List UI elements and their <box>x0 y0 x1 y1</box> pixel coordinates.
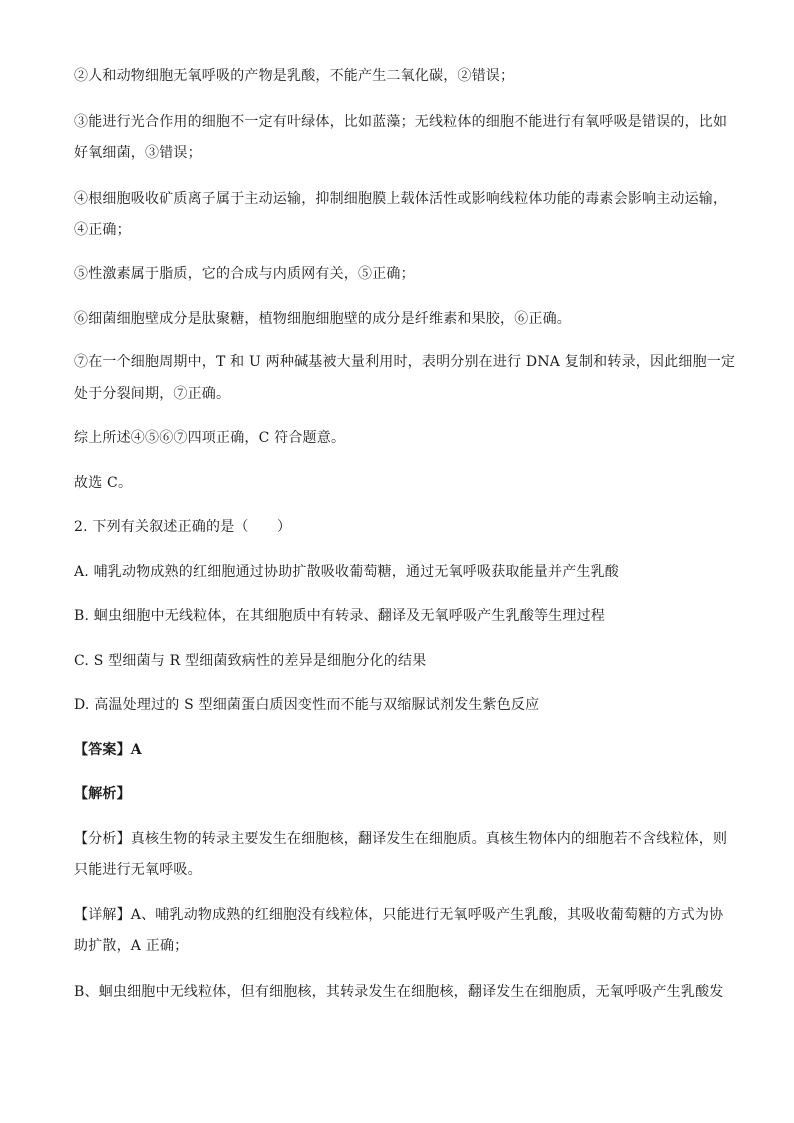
text-line: ④根细胞吸收矿质离子属于主动运输，抑制细胞膜上载体活性或影响线粒体功能的毒素会影响主动运输， <box>74 191 728 207</box>
text-line: 处于分裂间期，⑦正确。 <box>74 386 231 402</box>
text-line: 好氧细菌，③错误； <box>74 145 202 161</box>
text-line: ③能进行光合作用的细胞不一定有叶绿体，比如蓝藻；无线粒体的细胞不能进行有氧呼吸是错误的，比如 <box>74 114 728 130</box>
text-line: ②人和动物细胞无氧呼吸的产物是乳酸，不能产生二氧化碳，②错误； <box>74 68 515 84</box>
option-a: A. 哺乳动物成熟的红细胞通过协助扩散吸收葡萄糖，通过无氧呼吸获取能量并产生乳酸 <box>74 564 620 580</box>
option-c: C. S 型细菌与 R 型细菌致病性的差异是细胞分化的结果 <box>74 653 427 669</box>
text-line: 助扩散，A 正确； <box>74 938 189 954</box>
text-line: ⑥细菌细胞壁成分是肽聚糖，植物细胞细胞壁的成分是纤维素和果胶，⑥正确。 <box>74 311 571 327</box>
option-b: B. 蛔虫细胞中无线粒体，在其细胞质中有转录、翻译及无氧呼吸产生乳酸等生理过程 <box>74 608 605 624</box>
question-stem: 2. 下列有关叙述正确的是（ ） <box>74 519 292 535</box>
text-line: ⑦在一个细胞周期中，T 和 U 两种碱基被大量利用时，表明分别在进行 DNA 复制和转录，因此细胞一定 <box>74 354 736 370</box>
text-line: 【详解】A、哺乳动物成熟的红细胞没有线粒体，只能进行无氧呼吸产生乳酸，其吸收葡萄糖的方式为协 <box>74 907 724 923</box>
text-line: ④正确； <box>74 222 131 238</box>
text-line: 只能进行无氧呼吸。 <box>74 862 202 878</box>
text-line: 【分析】真核生物的转录主要发生在细胞核，翻译发生在细胞质。真核生物体内的细胞若不含线粒体，则 <box>74 831 728 847</box>
text-line: ⑤性激素属于脂质，它的合成与内质网有关，⑤正确； <box>74 266 415 282</box>
option-d: D. 高温处理过的 S 型细菌蛋白质因变性而不能与双缩脲试剂发生紫色反应 <box>74 697 540 713</box>
answer-label: 【答案】A <box>74 742 142 758</box>
text-line: 故选 C。 <box>74 475 133 491</box>
text-line: 综上所述④⑤⑥⑦四项正确，C 符合题意。 <box>74 430 346 446</box>
text-line: B、蛔虫细胞中无线粒体，但有细胞核，其转录发生在细胞核，翻译发生在细胞质，无氧呼吸产生乳酸发 <box>74 984 724 1000</box>
analysis-label: 【解析】 <box>74 786 131 802</box>
